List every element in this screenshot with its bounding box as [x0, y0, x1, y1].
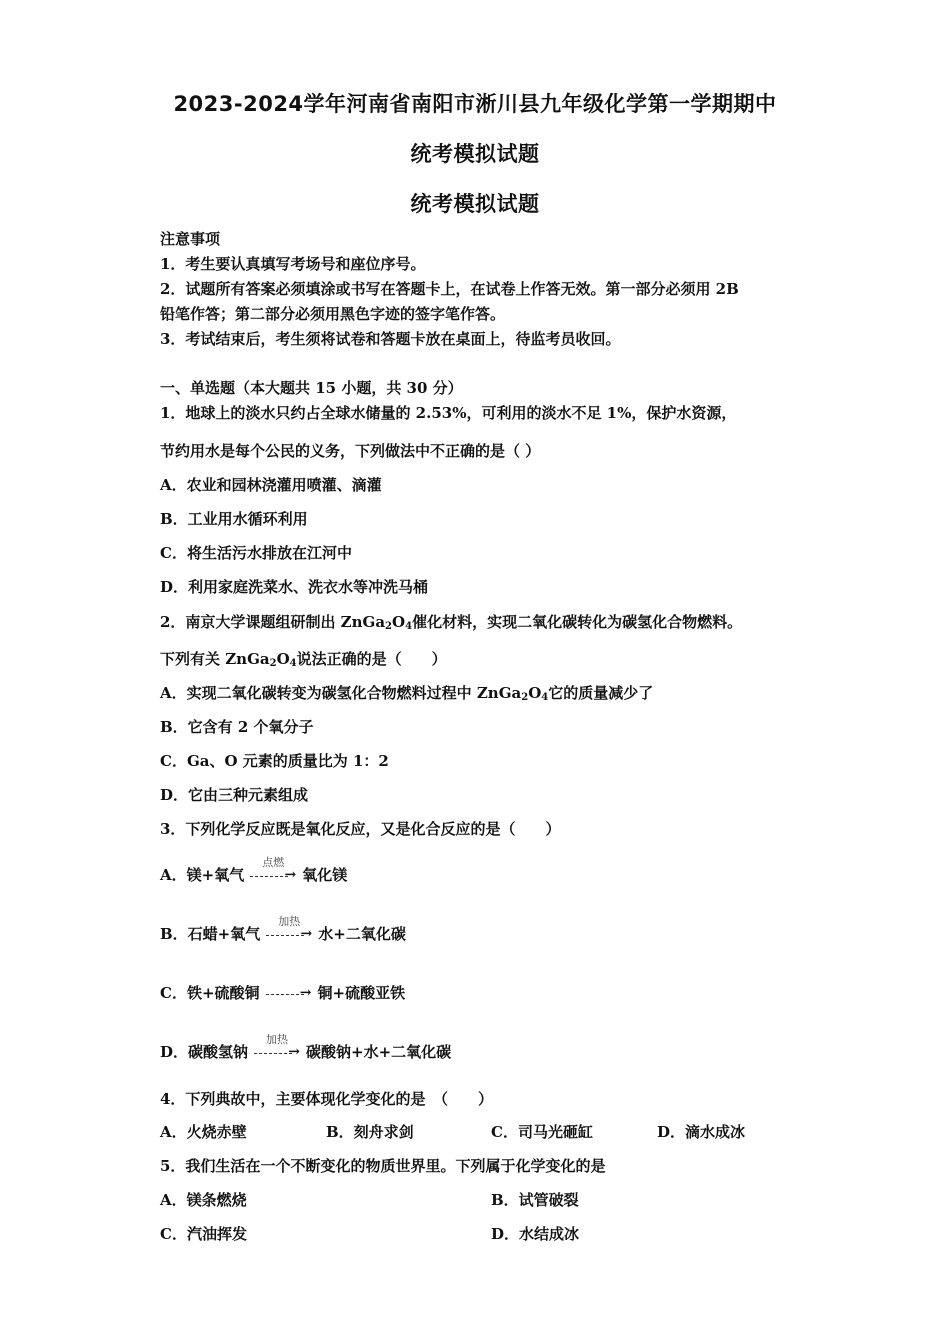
title-line-2: 统考模拟试题 [410, 142, 540, 166]
q2-text: O [276, 650, 290, 668]
q2-option-b: B．它含有 2 个氧分子 [160, 718, 314, 736]
q3-option-d [160, 1033, 452, 1062]
condition: 加热 [278, 915, 301, 928]
q2-text: 下列有关 ZnGa [160, 650, 270, 668]
products: 铜+硫酸亚铁 [317, 984, 406, 1002]
notice-heading: 注意事项 [160, 230, 221, 248]
notice-item: 铅笔作答；第二部分必须用黑色字迹的签字笔作答。 [160, 305, 506, 323]
notice-item: 3．考试结束后，考生须将试卷和答题卡放在桌面上，待监考员收回。 [160, 330, 621, 348]
subscript: 2 [521, 692, 529, 703]
subscript: 4 [541, 692, 549, 703]
q2-text: 说法正确的是（ ） [296, 650, 447, 668]
reactants: D．碳酸氢钠 [160, 1043, 249, 1061]
condition: 加热 [266, 1033, 289, 1046]
title-line-3: 统考模拟试题 [410, 192, 540, 216]
q5-stem: 5．我们生活在一个不断变化的物质世界里。下列属于化学变化的是 [160, 1157, 606, 1175]
q1-stem-line1: 1．地球上的淡水只约占全球水储量的 2.53%，可利用的淡水不足 1%，保护水资源， [160, 404, 737, 422]
reactants: C．铁+硫酸铜 [160, 984, 260, 1002]
q2-text: O [392, 613, 406, 631]
q5-option-a: A．镁条燃烧 [160, 1191, 247, 1209]
q1-option-c: C．将生活污水排放在江河中 [160, 544, 352, 562]
q2-option-a [160, 682, 653, 703]
q3-option-b [160, 915, 406, 944]
q5-option-c: C．汽油挥发 [160, 1225, 247, 1243]
reaction-arrow-icon: 加热 → [266, 927, 312, 943]
reaction-arrow-icon: 点燃 → [250, 868, 296, 884]
subscript: 4 [405, 621, 413, 632]
reactants: B．石蜡+氧气 [160, 925, 261, 943]
subscript: 4 [289, 658, 297, 669]
q4-option-c: C．司马光砸缸 [491, 1123, 593, 1141]
q2-text: O [528, 684, 542, 702]
reaction-arrow-icon: 加热 → [254, 1045, 300, 1061]
q5-option-d: D．水结成冰 [491, 1225, 580, 1243]
q2-option-c: C．Ga、O 元素的质量比为 1：2 [160, 752, 389, 770]
q1-option-b: B．工业用水循环利用 [160, 510, 308, 528]
condition: 点燃 [262, 856, 285, 869]
products: 氧化镁 [302, 866, 348, 884]
subscript: 2 [269, 658, 277, 669]
subscript: 2 [385, 621, 393, 632]
q2-stem-line1 [160, 611, 742, 632]
q4-stem: 4．下列典故中，主要体现化学变化的是 （ ） [160, 1090, 493, 1108]
q3-option-c [160, 982, 405, 1003]
reactants: A．镁+氧气 [160, 866, 245, 884]
q1-option-a: A．农业和园林浇灌用喷灌、滴灌 [160, 476, 382, 494]
q4-option-b: B．刻舟求剑 [326, 1123, 414, 1141]
q4-option-d: D．滴水成冰 [657, 1123, 746, 1141]
q2-text: A．实现二氧化碳转变为碳氢化合物燃料过程中 ZnGa [160, 684, 522, 702]
reaction-arrow-icon: → [266, 986, 312, 1002]
notice-item: 1．考生要认真填写考场号和座位序号。 [160, 255, 426, 273]
q4-option-a: A．火烧赤壁 [160, 1123, 247, 1141]
q2-text: 它的质量减少了 [548, 684, 654, 702]
q3-option-a [160, 856, 348, 885]
q1-stem-line2: 节约用水是每个公民的义务，下列做法中不正确的是（ ） [160, 442, 541, 460]
products: 水+二氧化碳 [318, 925, 406, 943]
products: 碳酸钠+水+二氧化碳 [306, 1043, 452, 1061]
q2-text: 催化材料，实现二氧化碳转化为碳氢化合物燃料。 [412, 613, 743, 631]
q2-option-d: D．它由三种元素组成 [160, 786, 309, 804]
notice-item: 2．试题所有答案必须填涂或书写在答题卡上，在试卷上作答无效。第一部分必须用 2B [160, 280, 739, 298]
q2-stem-line2 [160, 648, 447, 669]
q2-text: 2．南京大学课题组研制出 ZnGa [160, 613, 386, 631]
q1-option-d: D．利用家庭洗菜水、洗衣水等冲洗马桶 [160, 578, 429, 596]
title-line-1: 2023-2024学年河南省南阳市淅川县九年级化学第一学期期中 [173, 92, 777, 116]
section-heading: 一、单选题（本大题共 15 小题，共 30 分） [160, 379, 463, 397]
q3-stem: 3．下列化学反应既是氧化反应，又是化合反应的是（ ） [160, 820, 561, 838]
q5-option-b: B．试管破裂 [491, 1191, 579, 1209]
